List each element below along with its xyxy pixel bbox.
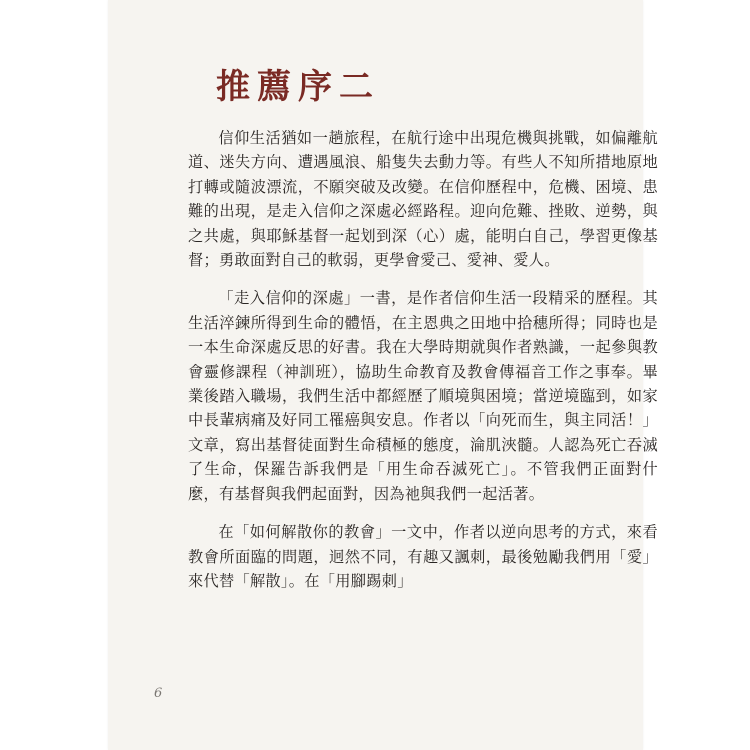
book-page — [108, 0, 658, 750]
page-body — [188, 126, 658, 607]
paragraph-2: 「走入信仰的深處」一書，是作者信仰生活一段精采的歷程。其生活淬鍊所得到生命的體悟，在主恩典之田地中拾穗所得；同時也是一本生命深處反思的好書。我在大學時期就與作者熟識，一起參與教會靈修課程（神訓班），協助生命教育及教會傳福音工作之事奉。畢業後踏入職場，我們生活中都經歷了順境與困境；當逆境臨到，如家中長輩病痛及好同工罹癌與安息。作者以「向死而生，與主同活！」文章，寫出基督徒面對生命積極的態度，淪肌浹髓。人認為死亡吞滅了生命，保羅告訴我們是「用生命吞滅死亡」。不管我們正面對什麼，有基督與我們起面對，因為祂與我們一起活著。 — [188, 289, 658, 503]
page-title: 推薦序二 — [216, 67, 380, 107]
paragraph-1: 信仰生活猶如一趟旅程，在航行途中出現危機與挑戰，如偏離航道、迷失方向、遭遇風浪、船隻失去動力等。有些人不知所措地原地打轉或隨波漂流，不願突破及改變。在信仰歷程中，危機、困境、患難的出現，是走入信仰之深處必經路程。迎向危難、挫敗、逆勢，與之共處，與耶穌基督一起划到深（心）處，能明白自己，學習更像基督；勇敢面對自己的軟弱，更學會愛己、愛神、愛人。 — [188, 129, 658, 270]
paragraph-3: 在「如何解散你的教會」一文中，作者以逆向思考的方式，來看教會所面臨的問題，迥然不同，有趣又諷刺，最後勉勵我們用「愛」來代替「解散」。在「用腳踢刺」 — [188, 523, 658, 590]
page-number: 6 — [154, 686, 163, 701]
